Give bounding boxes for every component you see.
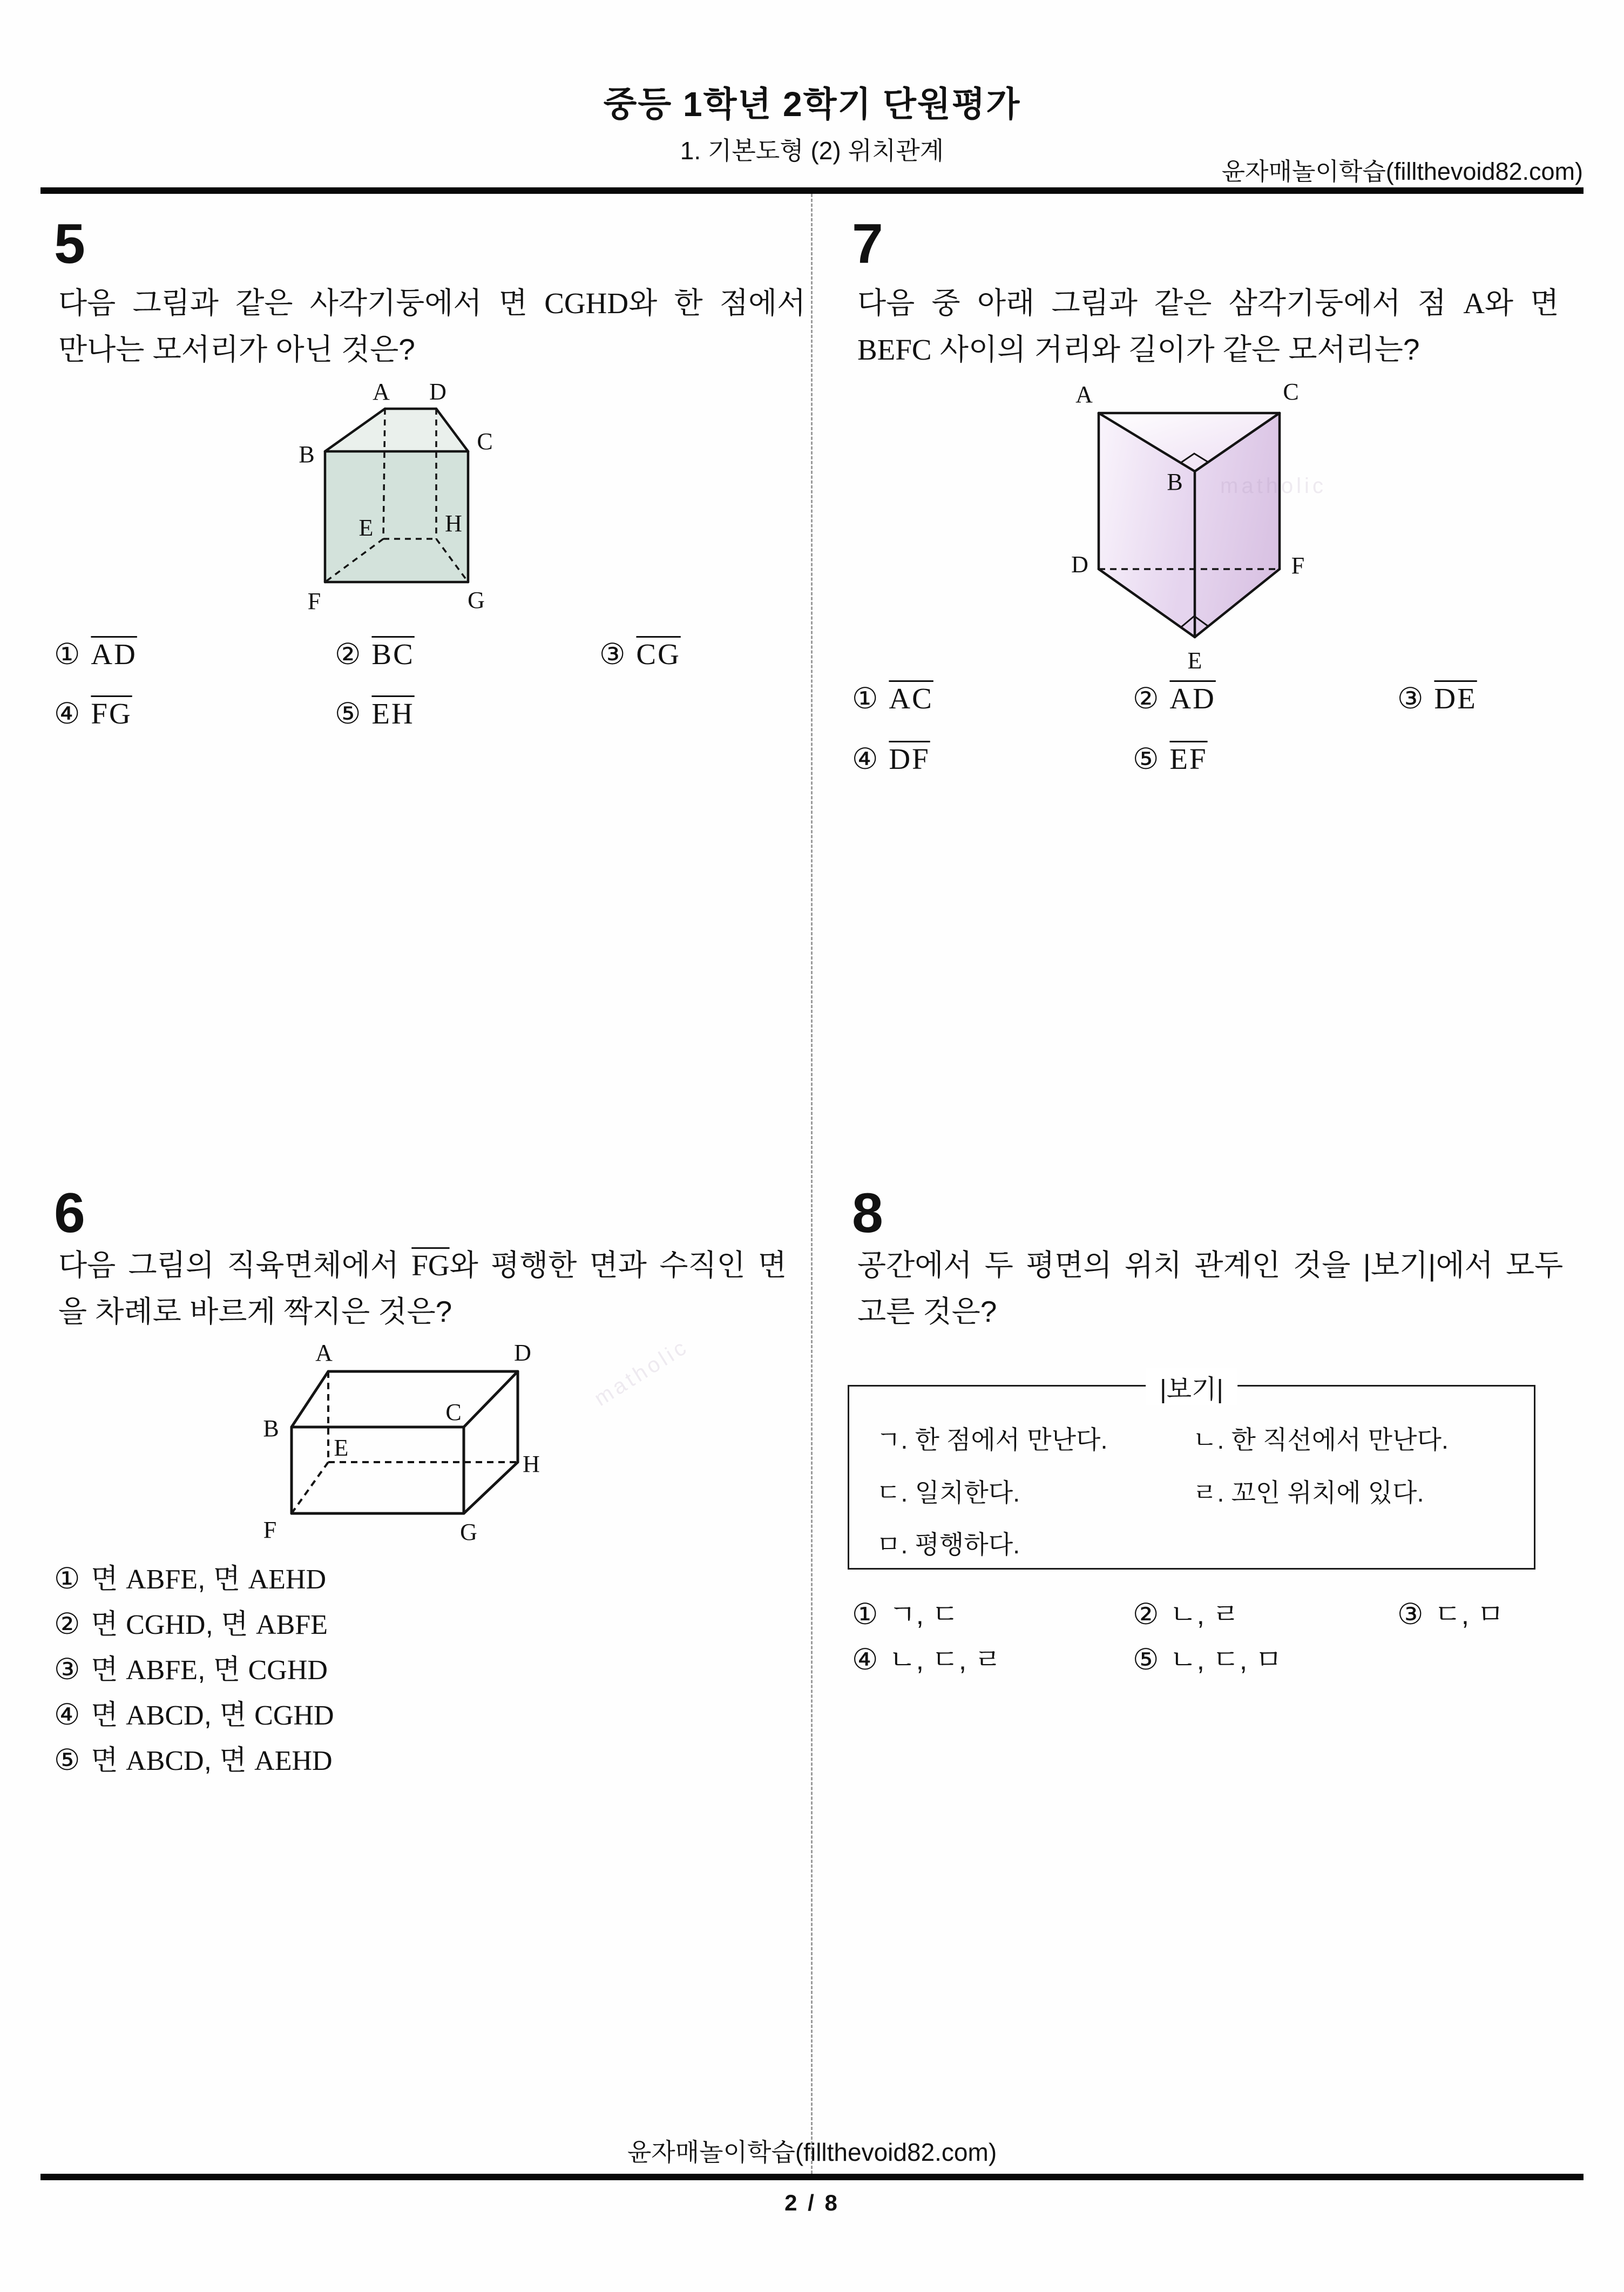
q7-option-1: ① $\overline{AC}$: [852, 681, 933, 715]
circled-5-icon: ⑤: [1133, 1642, 1159, 1676]
vertex-label-F: F: [1291, 552, 1305, 579]
bogi-item-5: ㅁ. 평행하다.: [876, 1530, 1020, 1559]
bogi-title: |보기|: [1146, 1368, 1237, 1405]
vertex-label-C: C: [1283, 378, 1299, 405]
vertex-label-G: G: [460, 1519, 477, 1545]
q5-option-2: ② $\overline{BC}$: [335, 637, 415, 671]
q5-prompt-line-2: 만나는 모서리가 아닌 것은?: [58, 333, 415, 366]
q8-number: 8: [852, 1182, 883, 1245]
q6-solid-edges: [292, 1371, 518, 1513]
circled-5-icon: ⑤: [54, 1743, 80, 1777]
q8-option-5: ⑤ ㄴ, ㄷ, ㅁ: [1133, 1642, 1282, 1676]
q7-option-2: ② $\overline{AD}$: [1133, 681, 1216, 715]
vertex-label-E: E: [334, 1435, 349, 1461]
q7-prompt: [857, 280, 1559, 373]
vertex-label-B: B: [263, 1415, 279, 1442]
vertex-label-E: E: [1187, 647, 1202, 674]
q7-option-3: ③ $\overline{DE}$: [1397, 681, 1477, 715]
vertex-label-B: B: [299, 441, 315, 468]
q8-prompt: [857, 1242, 1563, 1335]
q6-prompt-line-1: 다음 그림의 직육면체에서 $\overline{FG}$와 평행한 면과 수직인 면: [58, 1248, 787, 1282]
circled-5-icon: ⑤: [335, 697, 361, 731]
q7-prompt-line-1: 다음 중 아래 그림과 같은 삼각기둥에서 점 A와 면: [857, 286, 1559, 320]
vertex-label-C: C: [477, 428, 493, 455]
circled-2-icon: ②: [1133, 1597, 1159, 1631]
vertex-label-E: E: [358, 515, 374, 541]
circled-4-icon: ④: [852, 1642, 878, 1676]
circled-3-icon: ③: [599, 637, 626, 671]
vertex-label-A: A: [315, 1340, 333, 1366]
vertex-label-D: D: [429, 378, 446, 405]
vertex-label-B: B: [1167, 469, 1183, 495]
page-subtitle: 1. 기본도형 (2) 위치관계: [680, 137, 944, 165]
q8-option-3: ③ ㄷ, ㅁ: [1397, 1597, 1504, 1631]
q8-option-1: ① ㄱ, ㄷ: [852, 1597, 959, 1631]
bogi-item-2: ㄴ. 한 직선에서 만난다.: [1193, 1425, 1449, 1454]
q8-prompt-line-2: 고른 것은?: [857, 1295, 997, 1328]
circled-3-icon: ③: [1397, 1597, 1424, 1631]
vertex-label-D: D: [514, 1340, 531, 1366]
vertex-label-F: F: [307, 588, 321, 614]
q5-option-4: ④ $\overline{FG}$: [54, 697, 132, 731]
page-title: 중등 1학년 2학기 단원평가: [603, 85, 1021, 124]
circled-3-icon: ③: [54, 1652, 80, 1686]
vertex-label-A: A: [1075, 381, 1093, 408]
q8-prompt-line-1: 공간에서 두 평면의 위치 관계인 것을 |보기|에서 모두: [857, 1248, 1564, 1282]
vertex-label-F: F: [263, 1517, 277, 1543]
q5-prompt-line-1: 다음 그림과 같은 사각기둥에서 면 CGHD와 한 점에서: [58, 286, 806, 320]
site-label-bottom: 윤자매놀이학습(fillthevoid82.com): [627, 2138, 997, 2166]
vertex-label-H: H: [523, 1451, 540, 1477]
q7-figure-triangular-prism: [1053, 378, 1334, 680]
circled-2-icon: ②: [54, 1607, 80, 1641]
circled-2-icon: ②: [335, 637, 361, 671]
header-rule: [40, 187, 1584, 194]
q6-number: 6: [54, 1182, 85, 1245]
q6-figure-cuboid: [248, 1334, 572, 1555]
circled-4-icon: ④: [54, 697, 80, 731]
q5-prompt: [58, 280, 806, 373]
page-number: 2 / 8: [784, 2190, 840, 2215]
q6-option-1: ① 면 ABFE, 면 AEHD: [54, 1561, 327, 1595]
circled-5-icon: ⑤: [1133, 742, 1159, 776]
footer-rule: [40, 2174, 1584, 2180]
q6-option-2: ② 면 CGHD, 면 ABFE: [54, 1607, 328, 1641]
q6-option-4: ④ 면 ABCD, 면 CGHD: [54, 1698, 334, 1732]
q6-option-5: ⑤ 면 ABCD, 면 AEHD: [54, 1743, 333, 1777]
q8-option-4: ④ ㄴ, ㄷ, ㄹ: [852, 1642, 1002, 1676]
q5-option-1: ① $\overline{AD}$: [54, 637, 137, 671]
circled-3-icon: ③: [1397, 681, 1424, 715]
q8-option-2: ② ㄴ, ㄹ: [1133, 1597, 1240, 1631]
q7-number: 7: [852, 213, 883, 275]
circled-1-icon: ①: [54, 1561, 80, 1595]
column-divider: [811, 194, 813, 2174]
vertex-label-G: G: [468, 587, 485, 613]
circled-1-icon: ①: [852, 681, 878, 715]
q6-option-3: ③ 면 ABFE, 면 CGHD: [54, 1652, 328, 1686]
q7-option-4: ④ $\overline{DF}$: [852, 742, 930, 776]
q6-prompt: [58, 1242, 787, 1335]
site-label-top: 윤자매놀이학습(fillthevoid82.com): [1221, 158, 1583, 185]
circled-4-icon: ④: [54, 1698, 80, 1732]
circled-1-icon: ①: [852, 1597, 878, 1631]
q7-option-5: ⑤ $\overline{EF}$: [1133, 742, 1208, 776]
vertex-label-A: A: [373, 378, 390, 405]
q6-hidden-edges: [292, 1371, 518, 1513]
q5-option-5: ⑤ $\overline{EH}$: [335, 697, 415, 731]
circled-1-icon: ①: [54, 637, 80, 671]
q6-prompt-line-2: 을 차례로 바르게 짝지은 것은?: [58, 1295, 452, 1328]
vertex-label-H: H: [445, 510, 462, 537]
vertex-label-C: C: [445, 1399, 462, 1425]
q5-option-3: ③ $\overline{CG}$: [599, 637, 681, 671]
bogi-box: [848, 1375, 1535, 1570]
q5-figure-quad-prism: [286, 373, 545, 626]
q7-prompt-line-2: BEFC 사이의 거리와 길이가 같은 모서리는?: [857, 333, 1420, 366]
q5-number: 5: [54, 213, 85, 275]
watermark: matholic: [590, 1334, 693, 1411]
circled-2-icon: ②: [1133, 681, 1159, 715]
bogi-item-1: ㄱ. 한 점에서 만난다.: [876, 1425, 1108, 1454]
bogi-item-4: ㄹ. 꼬인 위치에 있다.: [1193, 1478, 1424, 1507]
circled-4-icon: ④: [852, 742, 878, 776]
watermark: matholic: [1220, 474, 1327, 498]
vertex-label-D: D: [1071, 551, 1088, 578]
bogi-item-3: ㄷ. 일치한다.: [876, 1478, 1020, 1507]
q5-top-face: [325, 409, 468, 451]
